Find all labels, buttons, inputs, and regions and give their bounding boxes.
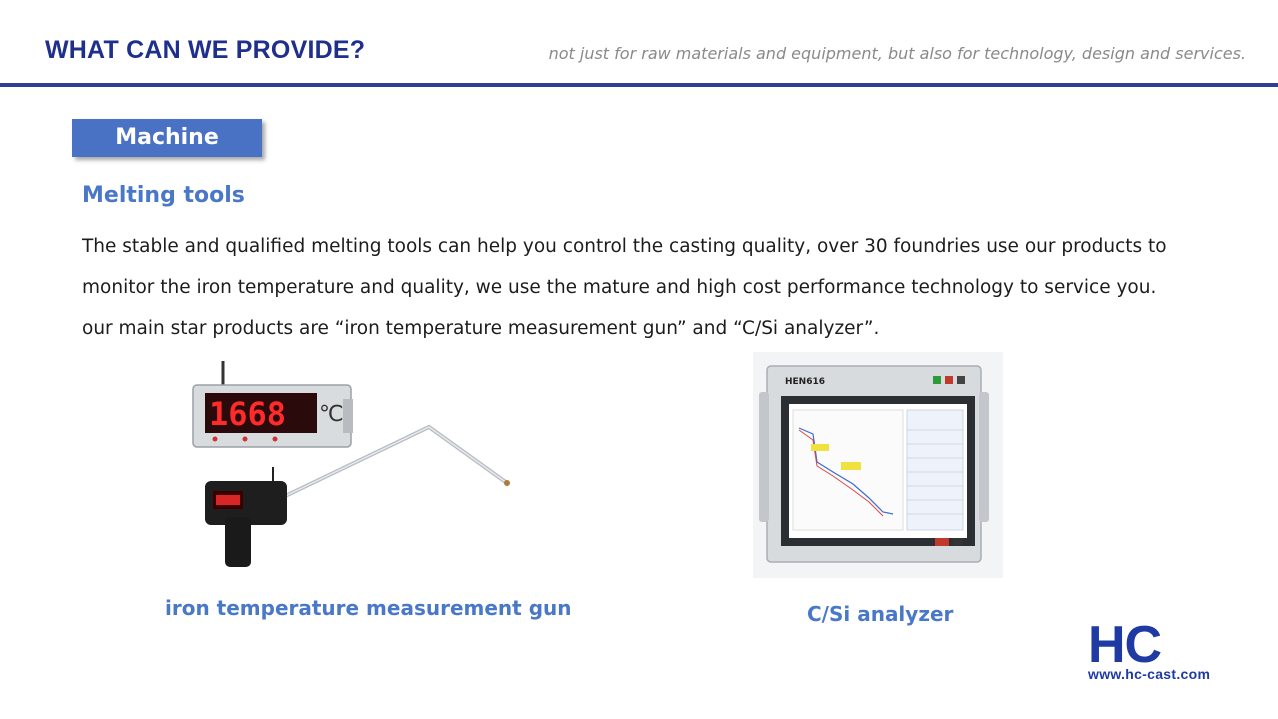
temperature-gun-illustration [185, 355, 515, 573]
header-divider [0, 83, 1278, 87]
page-subtitle: not just for raw materials and equipment, but also for technology, design and services. [548, 44, 1246, 63]
caption-csi-analyzer: C/Si analyzer [807, 602, 954, 626]
csi-analyzer-illustration [753, 352, 1003, 578]
page-title: WHAT CAN WE PROVIDE? [45, 36, 366, 64]
paragraph-line: our main star products are “iron temperature measurement gun” and “C/Si analyzer”. [82, 318, 880, 339]
display-reading: 1668 [209, 395, 287, 433]
paragraph-line: monitor the iron temperature and quality, we use the mature and high cost performance technology to service you. [82, 277, 1157, 298]
caption-temperature-gun: iron temperature measurement gun [165, 596, 572, 620]
section-tag-machine: Machine [72, 119, 262, 157]
paragraph-line: The stable and qualified melting tools can help you control the casting quality, over 30 foundries use our products to [82, 236, 1167, 257]
section-paragraph [82, 226, 1242, 349]
csi-analyzer-image [753, 352, 1003, 578]
display-unit: ℃ [319, 402, 344, 427]
temperature-gun-image [185, 355, 515, 573]
logo-url: www.hc-cast.com [1088, 666, 1211, 682]
logo-mark: HC [1088, 616, 1162, 674]
section-heading: Melting tools [82, 183, 245, 208]
device-label: HEN616 [785, 377, 825, 387]
hc-logo [1088, 616, 1211, 682]
